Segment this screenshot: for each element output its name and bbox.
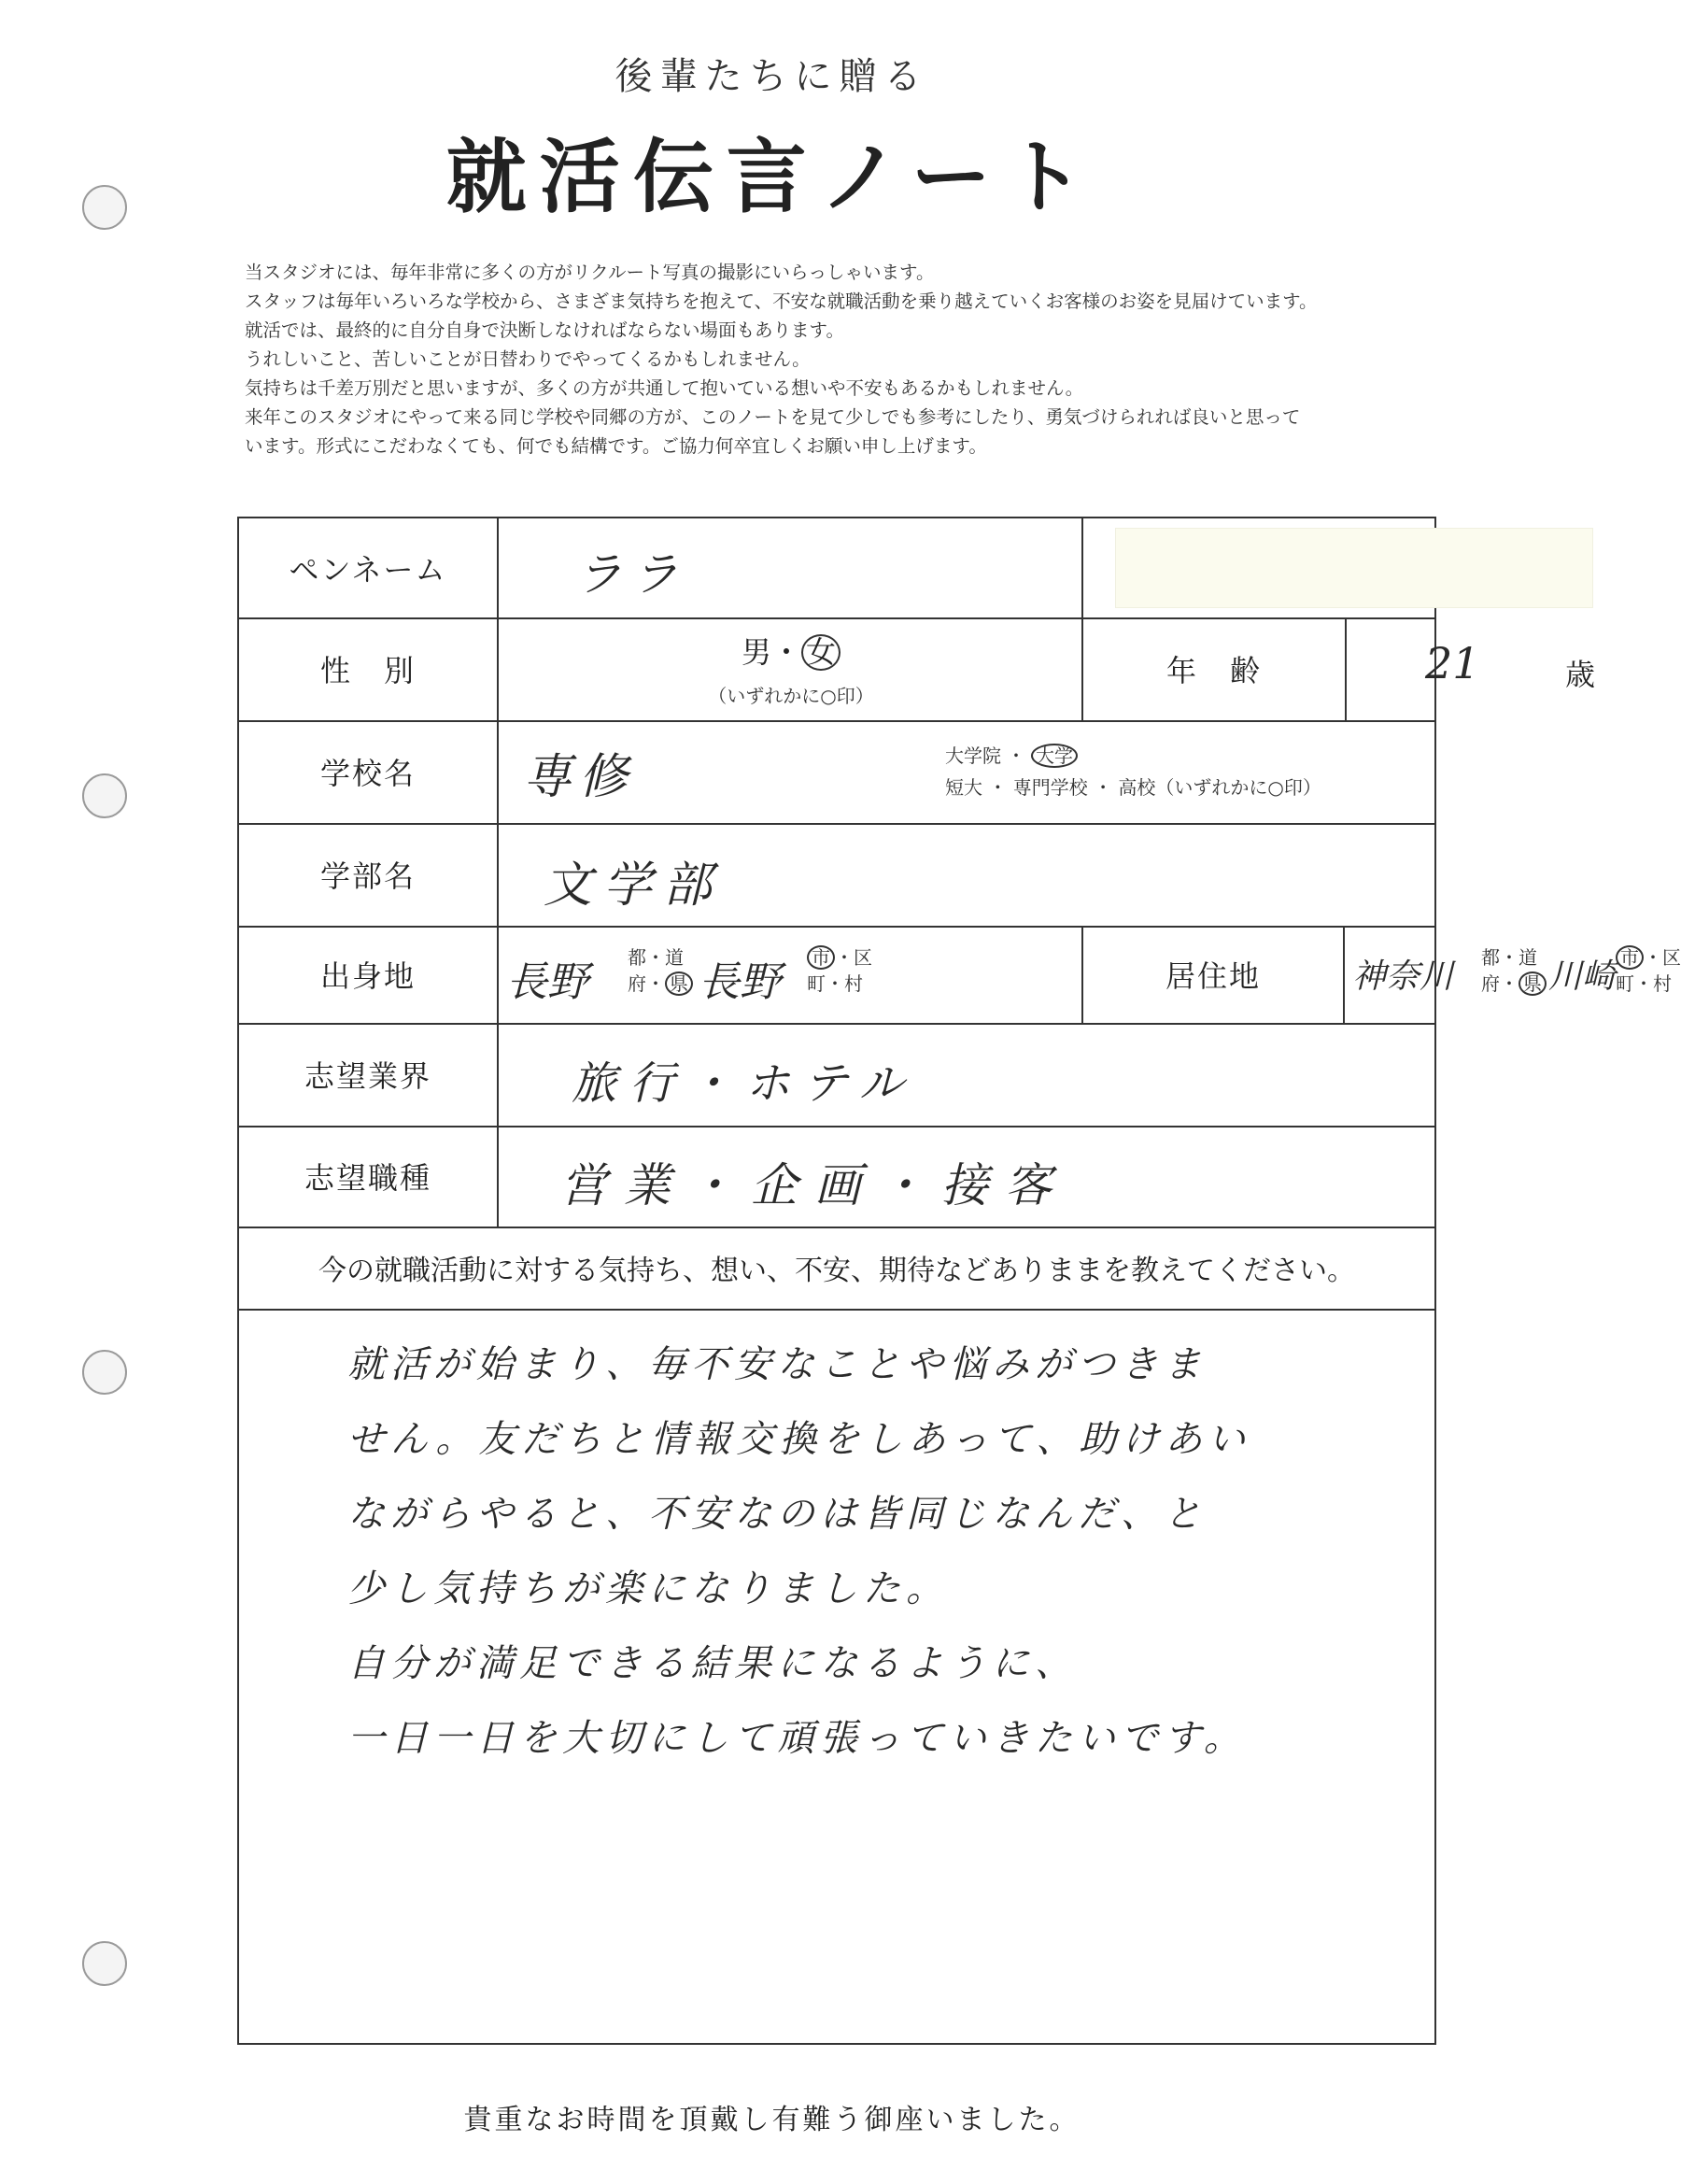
gender-note: （いずれかに○印） (708, 685, 874, 707)
gender-separator: ・ (770, 634, 801, 670)
binder-hole (82, 1350, 127, 1395)
intro-line: うれしいこと、苦しいことが日替わりでやってくるかもしれません。 (245, 348, 811, 370)
page-subtitle: 後輩たちに贈る (614, 55, 929, 98)
redaction-block (1115, 528, 1593, 608)
footer-thanks: 貴重なお時間を頂戴し有難う御座いました。 (463, 2104, 1081, 2136)
intro-line: 当スタジオには、毎年非常に多くの方がリクルート写真の撮影にいらっしゃいます。 (245, 262, 935, 283)
note-form (237, 517, 1681, 2045)
residence-city-units: 市 ・区 町・村 (1616, 946, 1681, 995)
message-section (239, 1227, 1434, 2043)
row-gender-age (239, 617, 1596, 722)
age-label: 年 齢 (1081, 617, 1345, 720)
age-unit: 歳 (1565, 657, 1596, 692)
message-line: 就活が始まり、毎不安なことや悩みがつきま (347, 1343, 1207, 1386)
hometown-city: 長野 (699, 958, 781, 1006)
age-field[interactable] (1345, 617, 1434, 720)
message-line: せん。友だちと情報交換をしあって、助けあい (347, 1418, 1251, 1461)
school-field[interactable] (497, 720, 1434, 823)
hometown-city-selected[interactable]: 市 (807, 945, 835, 970)
hometown-city-units: 市 ・区 町・村 (807, 946, 872, 995)
row-pen-name (239, 518, 1434, 619)
residence-pref-prefix: 府・ (1481, 972, 1519, 995)
intro-line: います。形式にこだわなくても、何でも結構です。ご協力何卒宜しくお願い申し上げます。 (245, 435, 987, 457)
industry-field[interactable] (497, 1023, 1434, 1126)
message-line: 自分が満足できる結果になるように、 (347, 1642, 1078, 1685)
intro-line: スタッフは毎年いろいろな学校から、さまざま気持ちを抱えて、不安な就職活動を乗り越えていくお客様のお姿を見届けています。 (245, 291, 1318, 312)
job-type-field[interactable] (497, 1126, 1434, 1227)
message-line: ながらやると、不安なのは皆同じなんだ、と (347, 1493, 1207, 1536)
school-label: 学校名 (319, 756, 416, 791)
hometown-label: 出身地 (319, 958, 416, 994)
intro-line: 気持ちは千差万別だと思いますが、多くの方が共通して抱いている想いや不安もあるかもしれません。 (245, 377, 1084, 399)
hometown-pref-prefix: 府・ (628, 972, 665, 995)
faculty-value: 文学部 (544, 858, 724, 914)
binder-hole (82, 1941, 127, 1986)
row-industry (239, 1023, 1434, 1127)
residence-city-selected[interactable]: 市 (1616, 945, 1644, 970)
hometown-prefecture: 長野 (506, 958, 588, 1006)
age-value: 21 (1425, 638, 1480, 688)
residence-prefecture: 神奈川 (1352, 957, 1454, 996)
message-line: 少し気持ちが楽になりました。 (347, 1567, 949, 1610)
hometown-city-suffix: ・区 (835, 946, 872, 969)
row-hometown-residence (239, 926, 1681, 1025)
gender-option-female[interactable]: 女 (801, 634, 840, 671)
industry-label: 志望業界 (304, 1058, 431, 1094)
residence-city-suffix: ・区 (1644, 946, 1681, 969)
pen-name-value: ララ (575, 547, 687, 602)
school-type-dot: ・ (1007, 745, 1025, 767)
residence-label: 居住地 (1081, 926, 1343, 1023)
faculty-field[interactable] (497, 823, 1434, 926)
job-type-label: 志望職種 (304, 1160, 431, 1196)
pen-name-field[interactable] (497, 518, 1081, 617)
job-type-value: 営業・企画・接客 (560, 1158, 1068, 1213)
school-type-university[interactable]: 大学 (1031, 744, 1078, 768)
row-job-type (239, 1126, 1434, 1228)
hometown-pref-selected[interactable]: 県 (665, 971, 693, 996)
school-value: 専修 (523, 749, 636, 805)
gender-field[interactable] (497, 617, 1081, 720)
residence-city: 川崎 (1548, 957, 1617, 996)
residence-pref-selected[interactable]: 県 (1519, 971, 1547, 996)
row-school (239, 720, 1434, 825)
row-faculty (239, 823, 1434, 928)
industry-value: 旅行・ホテル (572, 1057, 917, 1110)
hometown-pref-units: 都・道 府・ 県 (628, 944, 693, 997)
gender-option-male[interactable]: 男 (741, 634, 771, 670)
pen-name-label: ペンネーム (289, 552, 447, 588)
school-type-line1 (945, 741, 1078, 768)
intro-text (245, 258, 1515, 461)
message-line: 一日一日を大切にして頑張っていきたいです。 (347, 1717, 1247, 1760)
binder-hole (82, 773, 127, 818)
faculty-label: 学部名 (319, 858, 416, 894)
school-type-grad[interactable]: 大学院 (945, 745, 1001, 767)
redacted-area (1081, 518, 1434, 617)
message-body[interactable] (347, 1327, 1421, 1776)
message-prompt: 今の就職活動に対する気持ち、想い、不安、期待などありままを教えてください。 (239, 1227, 1434, 1311)
school-type-line2: 短大 ・ 専門学校 ・ 高校（いずれかに○印） (945, 776, 1321, 799)
residence-pref-units: 都・道 府・ 県 (1481, 944, 1547, 997)
intro-line: 就活では、最終的に自分自身で決断しなければならない場面もあります。 (245, 319, 844, 341)
gender-label: 性 別 (319, 653, 416, 688)
hometown-field[interactable] (497, 926, 1081, 1023)
intro-line: 来年このスタジオにやって来る同じ学校や同郷の方が、このノートを見て少しでも参考にしたり、勇気づけられれば良いと思って (245, 406, 1301, 428)
page-title: 就活伝言ノート (445, 131, 1098, 224)
